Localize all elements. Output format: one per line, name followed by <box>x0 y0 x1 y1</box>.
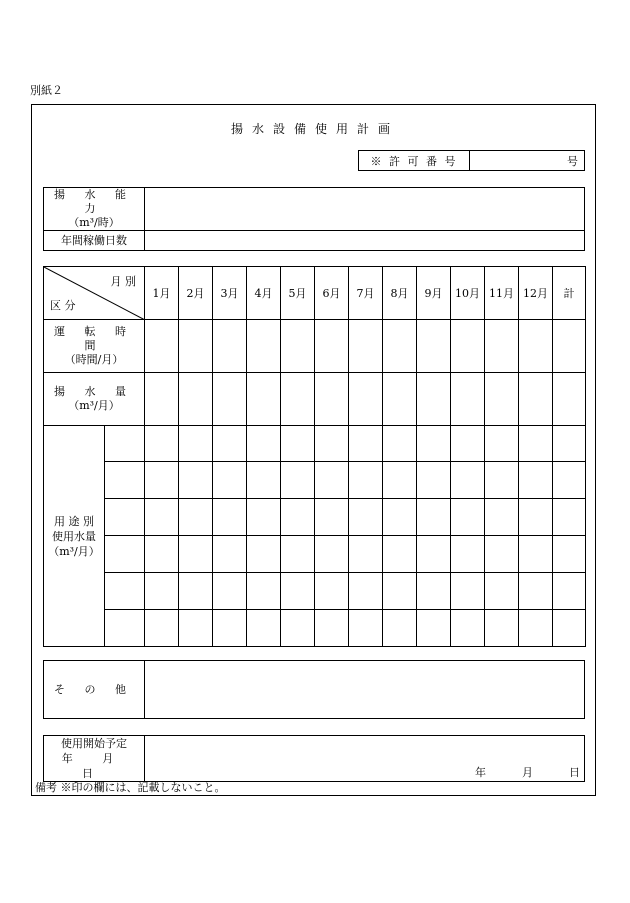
data-cell[interactable] <box>451 536 485 573</box>
data-cell[interactable] <box>281 462 315 499</box>
data-cell[interactable] <box>519 462 553 499</box>
month-header: 7月 <box>349 267 383 320</box>
data-cell[interactable] <box>349 320 383 373</box>
usage-type-cell[interactable] <box>105 499 145 536</box>
data-cell[interactable] <box>213 462 247 499</box>
data-cell[interactable] <box>383 610 417 647</box>
data-cell[interactable] <box>145 462 179 499</box>
data-cell[interactable] <box>179 426 213 462</box>
other-label: そ の 他 <box>44 661 145 719</box>
data-cell[interactable] <box>179 573 213 610</box>
data-cell[interactable] <box>145 320 179 373</box>
data-cell[interactable] <box>247 373 281 426</box>
data-cell[interactable] <box>213 320 247 373</box>
usage-type-cell[interactable] <box>105 426 145 462</box>
data-cell[interactable] <box>485 573 519 610</box>
data-cell[interactable] <box>349 536 383 573</box>
usage-row <box>44 499 586 536</box>
corner-category-label: 区 分 <box>50 299 76 312</box>
usage-row <box>44 536 586 573</box>
month-header: 9月 <box>417 267 451 320</box>
data-cell[interactable] <box>179 499 213 536</box>
data-cell[interactable] <box>281 320 315 373</box>
data-cell[interactable] <box>553 373 586 426</box>
data-cell[interactable] <box>519 373 553 426</box>
data-cell[interactable] <box>247 610 281 647</box>
pumped-volume-row <box>44 373 586 426</box>
data-cell[interactable] <box>349 426 383 462</box>
permit-number-suffix: 号 <box>567 154 578 168</box>
annex-label: 別紙２ <box>30 84 63 97</box>
permit-number-table <box>358 150 585 171</box>
data-cell[interactable] <box>315 573 349 610</box>
data-cell[interactable] <box>383 462 417 499</box>
usage-row <box>44 426 586 462</box>
data-cell[interactable] <box>417 573 451 610</box>
data-cell[interactable] <box>179 462 213 499</box>
data-cell[interactable] <box>485 536 519 573</box>
usage-row <box>44 573 586 610</box>
month-header: 2月 <box>179 267 213 320</box>
data-cell[interactable] <box>417 320 451 373</box>
data-cell[interactable] <box>213 426 247 462</box>
total-header: 計 <box>553 267 586 320</box>
data-cell[interactable] <box>485 373 519 426</box>
capacity-table <box>43 187 585 251</box>
month-header: 12月 <box>519 267 553 320</box>
data-cell[interactable] <box>349 573 383 610</box>
data-cell[interactable] <box>451 373 485 426</box>
data-cell[interactable] <box>383 320 417 373</box>
start-date-field[interactable] <box>145 736 585 782</box>
operating-hours-label: 運 転 時 間 （時間/月） <box>44 320 145 373</box>
usage-type-cell[interactable] <box>105 536 145 573</box>
start-date-table <box>43 735 585 782</box>
data-cell[interactable] <box>179 320 213 373</box>
data-cell[interactable] <box>315 462 349 499</box>
data-cell[interactable] <box>247 499 281 536</box>
data-cell[interactable] <box>417 536 451 573</box>
data-cell[interactable] <box>281 499 315 536</box>
data-cell[interactable] <box>451 610 485 647</box>
data-cell[interactable] <box>485 499 519 536</box>
data-cell[interactable] <box>383 426 417 462</box>
usage-type-cell[interactable] <box>105 462 145 499</box>
data-cell[interactable] <box>179 610 213 647</box>
month-header: 11月 <box>485 267 519 320</box>
data-cell[interactable] <box>553 462 586 499</box>
data-cell[interactable] <box>485 320 519 373</box>
data-cell[interactable] <box>349 373 383 426</box>
data-cell[interactable] <box>553 610 586 647</box>
capacity-field[interactable] <box>145 188 585 231</box>
data-cell[interactable] <box>553 499 586 536</box>
data-cell[interactable] <box>519 499 553 536</box>
corner-month-label: 月 別 <box>110 275 136 288</box>
data-cell[interactable] <box>145 499 179 536</box>
data-cell[interactable] <box>213 610 247 647</box>
data-cell[interactable] <box>451 426 485 462</box>
data-cell[interactable] <box>145 536 179 573</box>
data-cell[interactable] <box>247 462 281 499</box>
data-cell[interactable] <box>417 426 451 462</box>
annual-days-field[interactable] <box>145 231 585 251</box>
month-header: 10月 <box>451 267 485 320</box>
data-cell[interactable] <box>213 536 247 573</box>
annual-days-label: 年間稼働日数 <box>44 231 145 251</box>
month-header: 1月 <box>145 267 179 320</box>
data-cell[interactable] <box>315 373 349 426</box>
data-cell[interactable] <box>213 499 247 536</box>
data-cell[interactable] <box>519 573 553 610</box>
data-cell[interactable] <box>281 373 315 426</box>
corner-header-cell <box>44 267 145 320</box>
data-cell[interactable] <box>315 536 349 573</box>
data-cell[interactable] <box>179 373 213 426</box>
usage-type-cell[interactable] <box>105 573 145 610</box>
usage-row <box>44 610 586 647</box>
data-cell[interactable] <box>383 536 417 573</box>
data-cell[interactable] <box>213 373 247 426</box>
data-cell[interactable] <box>417 499 451 536</box>
month-header: 5月 <box>281 267 315 320</box>
data-cell[interactable] <box>315 610 349 647</box>
data-cell[interactable] <box>349 499 383 536</box>
data-cell[interactable] <box>383 373 417 426</box>
data-cell[interactable] <box>247 536 281 573</box>
data-cell[interactable] <box>451 573 485 610</box>
data-cell[interactable] <box>315 426 349 462</box>
data-cell[interactable] <box>315 320 349 373</box>
date-month-unit: 月 <box>522 766 533 779</box>
data-cell[interactable] <box>417 462 451 499</box>
month-header: 8月 <box>383 267 417 320</box>
data-cell[interactable] <box>519 536 553 573</box>
data-cell[interactable] <box>213 573 247 610</box>
data-cell[interactable] <box>281 536 315 573</box>
data-cell[interactable] <box>247 320 281 373</box>
permit-number-label: ※ 許 可 番 号 <box>359 151 470 171</box>
permit-number-field[interactable] <box>470 151 585 171</box>
data-cell[interactable] <box>281 573 315 610</box>
month-header-row <box>44 267 586 320</box>
data-cell[interactable] <box>145 426 179 462</box>
data-cell[interactable] <box>383 573 417 610</box>
data-cell[interactable] <box>485 462 519 499</box>
data-cell[interactable] <box>349 610 383 647</box>
usage-row <box>44 462 586 499</box>
month-header: 6月 <box>315 267 349 320</box>
data-cell[interactable] <box>553 573 586 610</box>
data-cell[interactable] <box>519 426 553 462</box>
data-cell[interactable] <box>281 610 315 647</box>
form-title: 揚水設備使用計画 <box>230 122 399 136</box>
data-cell[interactable] <box>519 610 553 647</box>
capacity-label: 揚 水 能 力 （m³/時） <box>44 188 145 231</box>
data-cell[interactable] <box>519 320 553 373</box>
data-cell[interactable] <box>451 320 485 373</box>
data-cell[interactable] <box>417 610 451 647</box>
other-table <box>43 660 585 719</box>
data-cell[interactable] <box>553 536 586 573</box>
data-cell[interactable] <box>553 320 586 373</box>
data-cell[interactable] <box>383 499 417 536</box>
operating-hours-row <box>44 320 586 373</box>
data-cell[interactable] <box>451 462 485 499</box>
data-cell[interactable] <box>485 426 519 462</box>
data-cell[interactable] <box>247 426 281 462</box>
month-header: 3月 <box>213 267 247 320</box>
month-header: 4月 <box>247 267 281 320</box>
data-cell[interactable] <box>417 373 451 426</box>
pumped-volume-label: 揚 水 量 （m³/月） <box>44 373 145 426</box>
data-cell[interactable] <box>553 426 586 462</box>
data-cell[interactable] <box>349 462 383 499</box>
monthly-plan-table <box>43 266 586 647</box>
usage-label: 用 途 別 使用水量 （m³/月） <box>44 426 105 647</box>
start-date-label: 使用開始予定 年 月 日 <box>44 736 145 782</box>
other-field[interactable] <box>145 661 585 719</box>
data-cell[interactable] <box>315 499 349 536</box>
date-year-unit: 年 <box>475 766 486 779</box>
data-cell[interactable] <box>281 426 315 462</box>
data-cell[interactable] <box>179 536 213 573</box>
data-cell[interactable] <box>145 373 179 426</box>
data-cell[interactable] <box>485 610 519 647</box>
data-cell[interactable] <box>247 573 281 610</box>
date-day-unit: 日 <box>569 766 580 779</box>
data-cell[interactable] <box>451 499 485 536</box>
data-cell[interactable] <box>145 610 179 647</box>
usage-type-cell[interactable] <box>105 610 145 647</box>
data-cell[interactable] <box>145 573 179 610</box>
remarks-note: 備考 ※印の欄には、記載しないこと。 <box>35 781 226 794</box>
